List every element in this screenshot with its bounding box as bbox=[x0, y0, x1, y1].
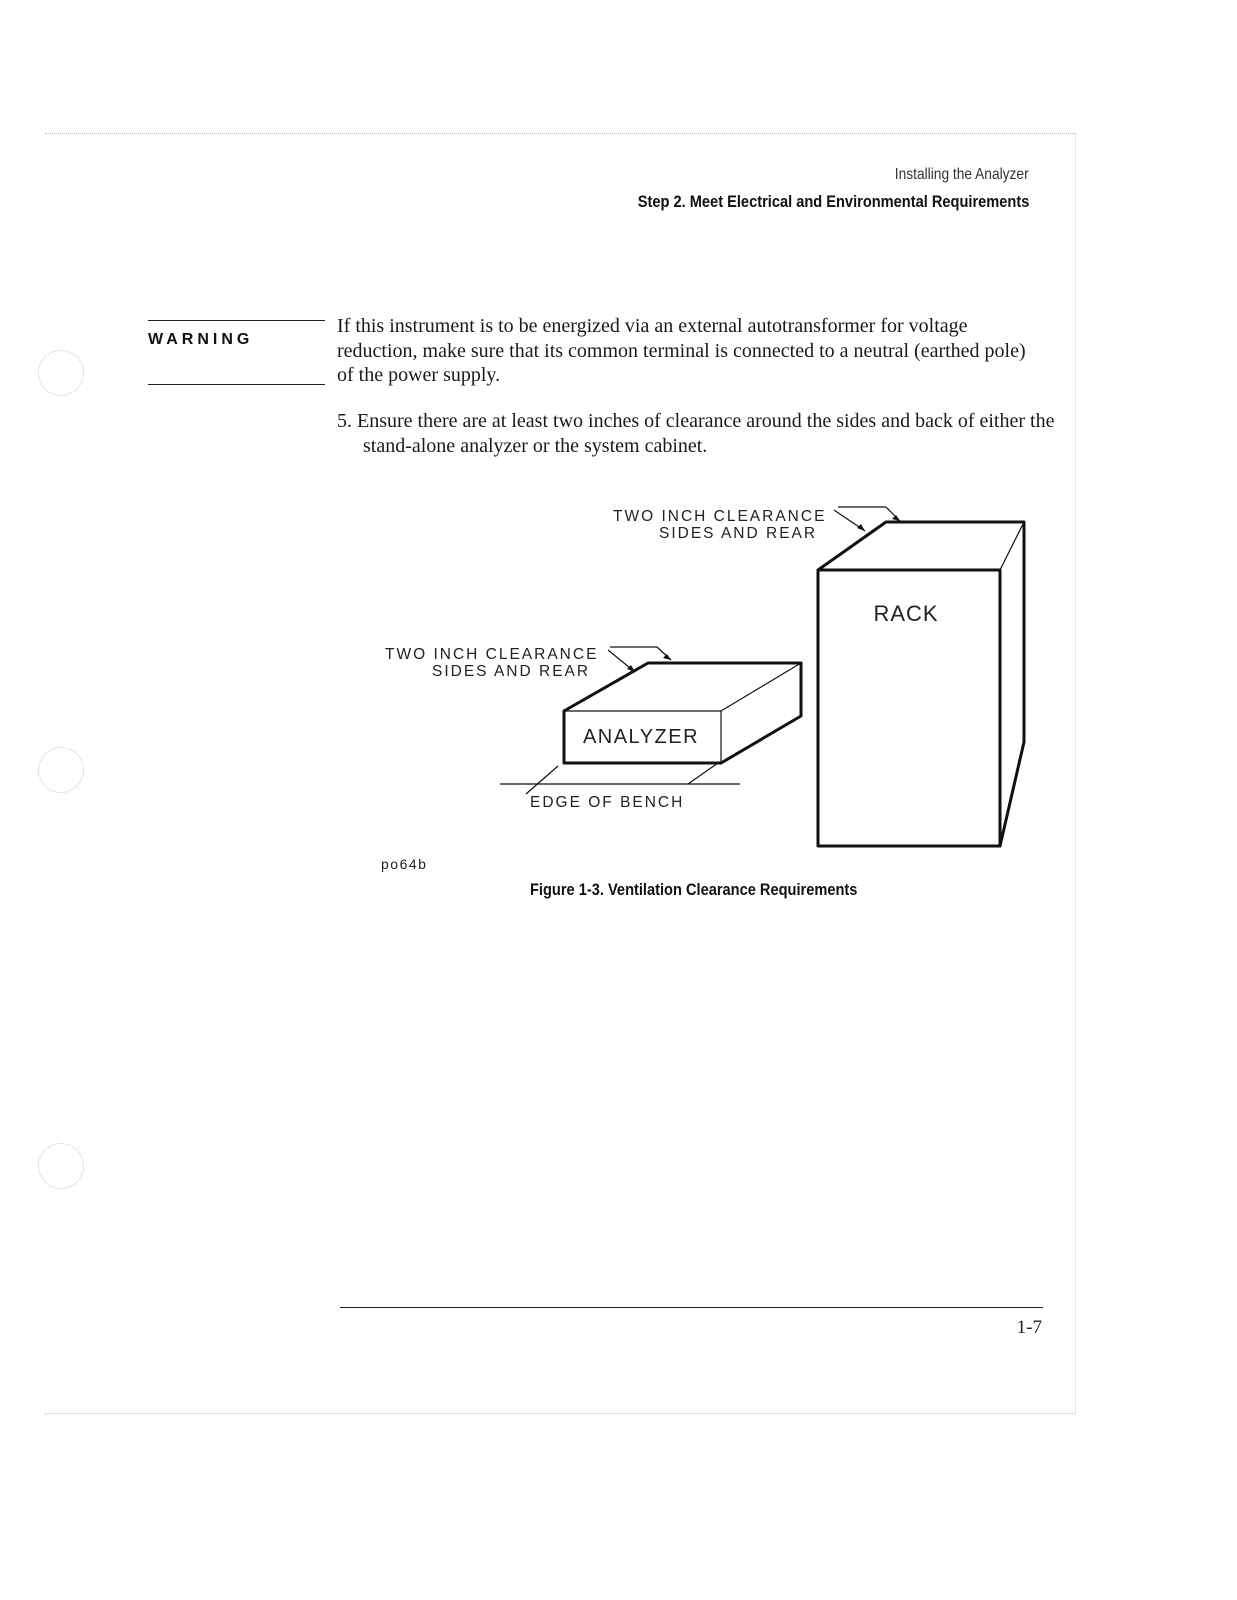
warning-text: If this instrument is to be energized via an external autotransformer for voltage reduction, make sure that its common terminal is connected to a neutral (earthed pole) of the power supply. bbox=[337, 315, 1026, 386]
footer-rule bbox=[340, 1307, 1043, 1308]
analyzer-box bbox=[564, 663, 801, 763]
rack-cabinet bbox=[818, 522, 1024, 846]
running-head-step: Step 2. Meet Electrical and Environmental Requirements bbox=[637, 192, 1029, 211]
step-5-text: 5. Ensure there are at least two inches of clearance around the sides and back of either the stand-alone analyzer or the system cabinet. bbox=[337, 410, 1055, 457]
binder-hole-bottom bbox=[38, 1143, 84, 1189]
page-number: 1-7 bbox=[1016, 1317, 1042, 1338]
bench-label: EDGE OF BENCH bbox=[530, 794, 685, 811]
binder-hole-top bbox=[38, 350, 84, 396]
analyzer-label: ANALYZER bbox=[582, 726, 700, 748]
warning-label: WARNING bbox=[148, 331, 254, 348]
running-head-section: Installing the Analyzer bbox=[895, 166, 1029, 183]
figure-caption: Figure 1-3. Ventilation Clearance Requirements bbox=[530, 880, 858, 899]
ventilation-clearance-diagram bbox=[360, 490, 1060, 890]
rack-clearance-line1: TWO INCH CLEARANCE bbox=[613, 508, 827, 525]
page-edge-bottom bbox=[45, 1413, 1075, 1414]
page-edge-right bbox=[1075, 133, 1076, 1413]
figure-id: po64b bbox=[381, 856, 428, 872]
bench-edge bbox=[500, 763, 740, 794]
page-edge-top bbox=[45, 133, 1075, 134]
rack-clearance-arrow bbox=[834, 507, 900, 531]
warning-bottom-rule bbox=[148, 384, 325, 385]
analyzer-clearance-line1: TWO INCH CLEARANCE bbox=[385, 646, 599, 663]
rack-label: RACK bbox=[873, 601, 939, 626]
analyzer-clearance-line2: SIDES AND REAR bbox=[432, 663, 591, 680]
binder-hole-middle bbox=[38, 747, 84, 793]
rack-clearance-line2: SIDES AND REAR bbox=[659, 525, 818, 542]
warning-top-rule bbox=[148, 320, 325, 321]
